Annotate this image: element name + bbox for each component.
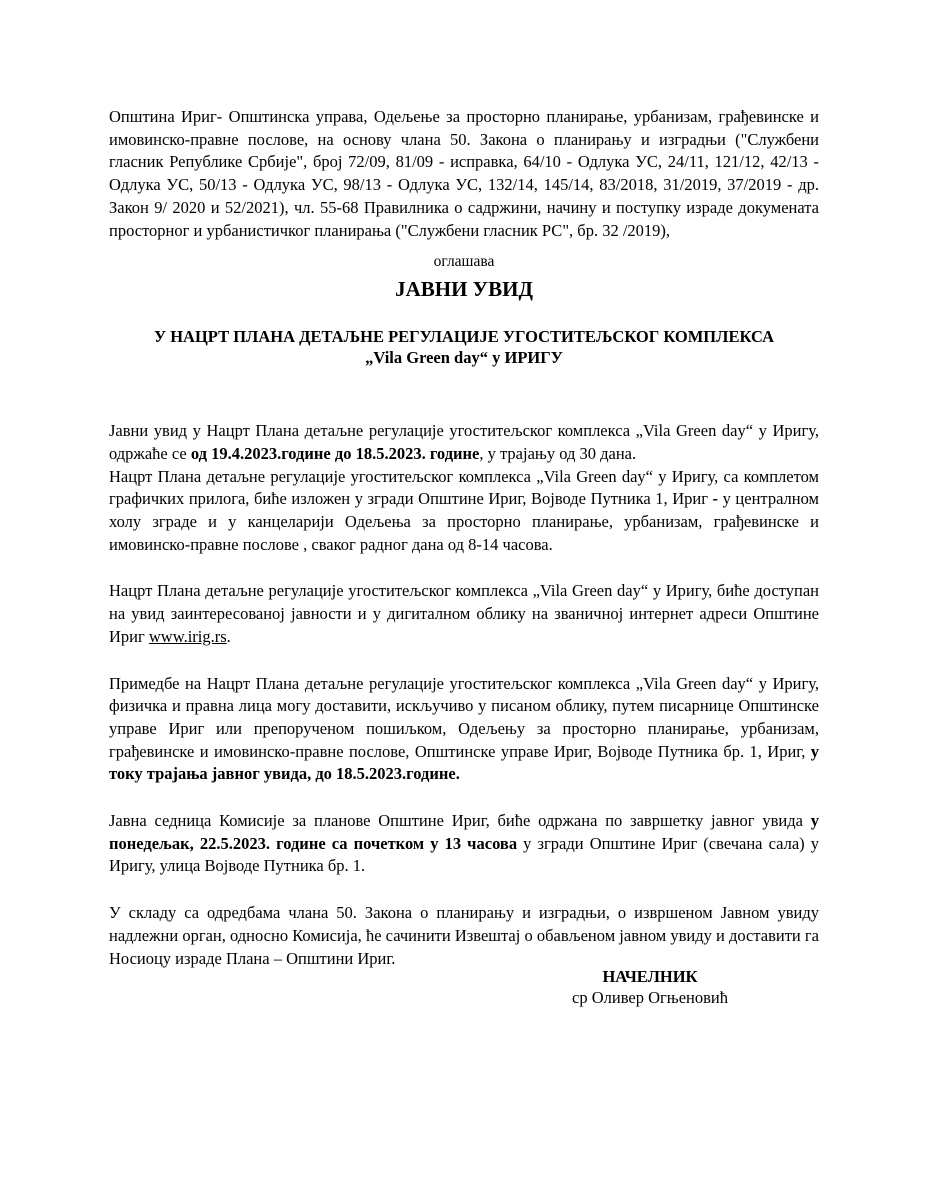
paragraph-dates-end: , у трајању од 30 дана. (479, 443, 637, 463)
intro-paragraph: Општина Ириг- Општинска управа, Одељење за просторно планирање, урбанизам, грађевинске и имовинско-правне послове, на основу члана 50. Закона о планирању и изградњи ("Службени гласник Републике Србије", број 72/09, 81/09 - исправка, 64/10 - Одлука УС, 24/11, 121/12, 42/13 - Одлука УС, 50/13 - Одлука УС, 98/13 - Одлука УС, 132/14, 145/14, 83/2018, 31/2019, 37/2019 - др. Закон 9/ 2020 и 52/2021), чл. 55-68 Правилника о садржини, начину и поступку израде докумената просторног и урбанистичког планирања ("Службени гласник РС", бр. 32 /2019), (109, 107, 819, 240)
paragraph-dates-text: Јавни увид у Нацрт Плана детаљне регулације угоститељског комплекса „Vila Green day“ у Иригу, одржаће се (109, 421, 819, 463)
subtitle-line-2: „Vila Green day“ у ИРИГУ (365, 348, 563, 368)
dates-bold: од 19.4.2023.године до 18.5.2023. године (190, 443, 480, 463)
signature-block (540, 966, 760, 1009)
announces-label: оглашава (433, 253, 495, 271)
signature-name: ср Оливер Огњеновић (572, 988, 728, 1007)
paragraph-digital-text: Нацрт Плана детаљне регулације угоститељског комплекса „Vila Green day“ у Иригу, биће доступан на увид заинтересованој јавности и у дигиталном облику на званичној интернет адреси Општине Ириг (109, 581, 819, 646)
paragraph-digital-end: . (226, 626, 231, 646)
document-body (109, 106, 819, 970)
paragraph-location-text: Нацрт Плана детаљне регулације угоститељског комплекса „Vila Green day“ у Иригу, са комплетом графичких прилога, биће изложен у згради Општине Ириг, Војводе Путника 1, Ириг (109, 466, 819, 509)
paragraph-session (109, 810, 819, 878)
paragraph-report: У складу са одредбама члана 50. Закона о планирању и изградњи, о извршеном Јавном увиду надлежни орган, односно Комисија, ће сачинити Извештај о обављеном јавном увиду и доставити га Носиоцу израде Плана – Општини Ириг. (109, 903, 819, 968)
paragraph-objections (109, 673, 819, 787)
paragraph-objections-text: Примедбе на Нацрт Плана детаљне регулације угоститељског комплекса „Vila Green day“ у Иригу, физичка и правна лица могу доставити, искључиво у писаном облику, путем писарнице Општинске управе Ириг или препорученом пошиљком, Одељењу за просторно планирање, урбанизам, грађевинске и имовинско-правне послове, Општинске управе Ириг, Војводе Путника бр. 1, Ириг, (109, 673, 819, 761)
paragraph-location (109, 466, 819, 557)
paragraph-session-end: у згради Општине Ириг (свечана сала) у Иригу, улица Војводе Путника бр. 1. (109, 833, 819, 876)
location-bold-dash: - (712, 489, 719, 509)
document-title: ЈАВНИ УВИД (395, 277, 533, 302)
paragraph-dates (109, 420, 819, 465)
paragraph-location-rest: у централном холу зграде и у канцеларији Одељења за просторно планирање, урбанизам, грађевинске и имовинско-правне послове , сваког радног дана од 8-14 часова. (109, 489, 819, 554)
website-link[interactable]: www.irig.rs (148, 626, 227, 646)
paragraph-digital (109, 580, 819, 648)
document-subtitle (109, 326, 819, 368)
session-date-bold: у понедељак, 22.5.2023. године са почетком у 13 часова (109, 811, 819, 853)
objections-deadline-bold: у току трајања јавног увида, до 18.5.2023.године. (109, 741, 819, 784)
signature-role: НАЧЕЛНИК (602, 967, 698, 986)
subtitle-line-1: У НАЦРТ ПЛАНА ДЕТАЉНЕ РЕГУЛАЦИЈЕ УГОСТИТЕЉСКОГ КОМПЛЕКСА (153, 327, 775, 347)
paragraph-session-text: Јавна седница Комисије за планове Општине Ириг, биће одржана по завршетку јавног увида (109, 811, 811, 831)
